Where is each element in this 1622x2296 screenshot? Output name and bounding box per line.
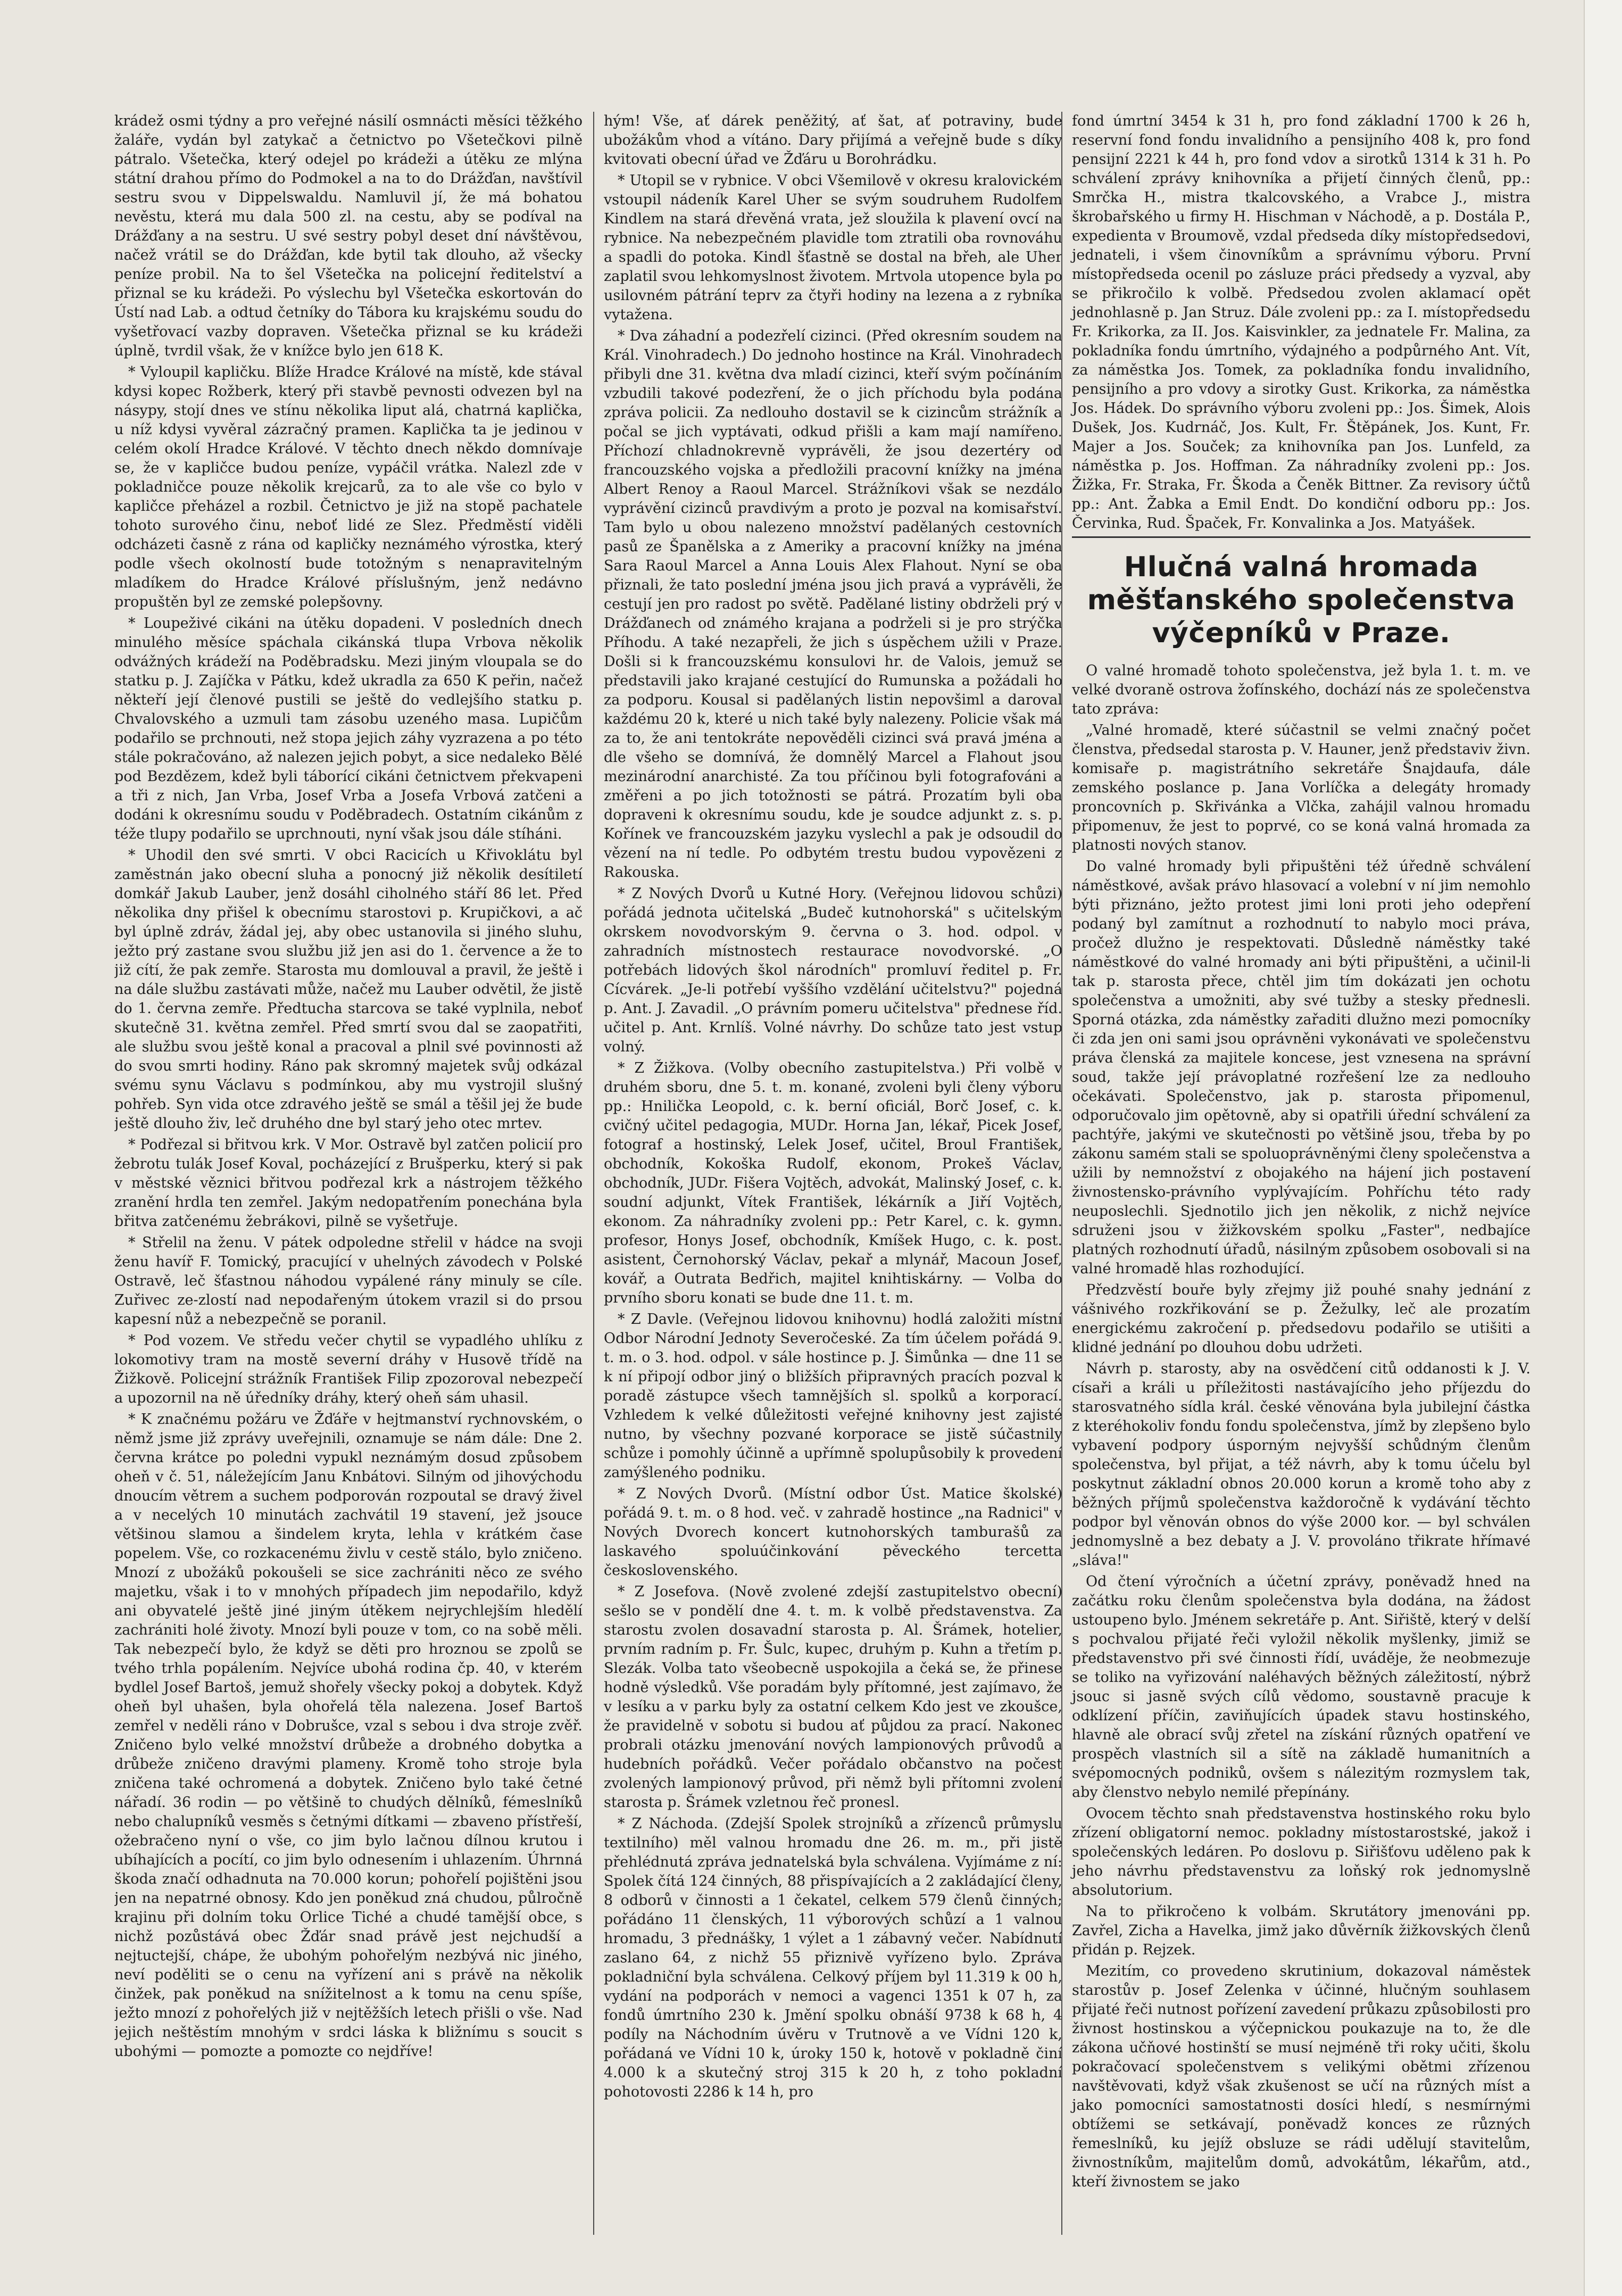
- paragraph: * Z Nových Dvorů. (Místní odbor Úst. Matice školské) pořádá 9. t. m. o 8 hod. več. v zahradě hostince „na Radnici" v Nových Dvorech koncert kutnohorských tamburašů za laskavého spoluúčinkování pěveckého tercetta československého.: [604, 1486, 1062, 1579]
- paragraph: * Dva záhadní a podezřelí cizinci. (Před okresním soudem na Král. Vinohradech.) Do jednoho hostince na Král. Vinohradech přibyli dne 31. května dva mladí cizinci, kteří svým počínáním vzbudili takové podezření, že o jich příchodu byla podána zpráva policii. Za nedlouho dostavil se k cizincům strážník a počal se jich vyptávati, odkud přišli a kam mají namířeno. Příchozí chladnokrevně vyprávěli, že jsou dezertéry od francouzského vojska a předložili pracovní knížky na jména Albert Renoy a Raoul Marcel. Strážníkovi však se nezdálo vyprávění cizinců pravdivým a proto je pozval na komisařství. Tam bylo u obou nalezeno množství padělaných cestovních pasů ze Španělska a z Ameriky a pracovní knížky na jména Sara Raoul Marcel a Anna Louis Alex Flahout. Nyní se oba přiznali, že tato poslední jména jsou jich pravá a vyprávěli, že cestují jen pro radost po světě. Padělané listiny obdrželi prý v Drážďanech od známého krajana a podrželi si je pro strýčka Příhodu. A také nezapřeli, že jich s úspěchem užili v Praze. Došli si k francouzskému konsulovi hr. de Valois, jemuž se představili jako krajané cestující do Rumunska a požádali ho za podporu. Kousal si padělaných listin nepovšiml a daroval každému 20 k, které u nich také byly nalezeny. Policie však má za to, že ani tentokráte nepověděli cizinci svá pravá jména a dle všeho se domnívá, že domnělý Marcel a Flahout jsou mezinárodní anarchisté. Za tou příčinou byli fotografováni a změřeni a po jich totožnosti se pátrá. Prozatím byli oba dopraveni k okresnímu soudu, kde je soudce adjunkt z. s. p. Kořínek ve francouzském jazyku vyslechl a pak je odsoudil do vězení na ní tedle. Po odbytém trestu budou vypovězeni z Rakouska.: [604, 328, 1062, 881]
- paragraph: Mezitím, co provedeno skrutinium, dokazoval náměstek starostův p. Josef Zelenka v účinné, hlučným souhlasem přijaté řeči nutnost pořízení zavedení průkazu způsobilosti pro živnost hostinskou a výčepnickou poukazuje na to, že dle zákona učňové hostinští se musí nejméně tři roky učiti, školu pokračovací společenstvem s velikými obětmi zřízenou navštěvovati, když však zkušenost se učí na různých míst a jako pomocníci samostatnosti dosíci hledí, s nesmírnými obtížemi se setkávají, poněvadž konces ze různých řemeslníků, ku jejíž obsluze se rádi udělují stavitelům, živnostníkům, majitelům domů, advokátům, lékařům, atd., kteří živnostem se jako: [1072, 1963, 1530, 2190]
- scan-edge: [1584, 0, 1622, 2296]
- paragraph: krádež osmi týdny a pro veřejné násilí osmnácti měsíci těžkého žaláře, vydán byl zatykač a četnictvo po Všetečkovi pilně pátralo. Všetečka, který odejel po krádeži a útěku ze mlýna státní drahou přímo do Podmokel a na to do Drážďan, navštívil sestru svou v Dippelswaldu. Namluvil jí, že má bohatou nevěstu, která mu dala 500 zl. na cestu, aby se podíval na Drážďany a na sestru. U své sestry pobyl deset dní návštěvou, načež vrátil se do Drážďan, kde bytil tak dlouho, až všecky peníze probil. Na to šel Všetečka na policejní ředitelství a přiznal se ku krádeži. Po výslechu byl Všetečka eskortován do Ústí nad Lab. a odtud četníky do Tábora ku krajskému soudu do vyšetřovací vazby dopraven. Všetečka přiznal se ku krádeži úplně, tvrdil však, že v knížce bylo jen 618 K.: [114, 113, 583, 359]
- paragraph: * Utopil se v rybnice. V obci Všemilově v okresu kralovickém vstoupil nádeník Karel Uher se svým soudruhem Rudolfem Kindlem na stará dřevěná vrata, jež sloužila k plavení ovcí na rybnice. Na nebezpečném plavidle tom ztratili oba rovnováhu a spadli do potoka. Kindl šťastně se dostal na břeh, ale Uher zaplatil svou lehkomyslnost životem. Mrtvola utopence byla po usilovném pátrání teprv za čtyři hodiny na lezena a z rybníka vytažena.: [604, 172, 1062, 323]
- paragraph: * K značnému požáru ve Žďáře v hejtmanství rychnovském, o němž jsme již zprávy uveřejnili, oznamuje se nám dále: Dne 2. června krátce po poledni vypukl neznámým dosud způsobem oheň v č. 51, náležejícím Janu Knbátovi. Silným od jihovýchodu dnoucím větrem a suchem podporován rozpoutal se dravý živel a v necelých 10 minutách zachvátil 19 stavení, jež jsouce většinou slamou a šindelem kryta, lehla v krátkém čase popelem. Vše, co rozkacenému živlu v cestě stálo, bylo zničeno. Mnozí z ubožáků pokoušeli se sice zachrániti něco ze svého majetku, však i to v mnohých případech jim nepodařilo, když ani obyvatelé ještě jiné jiným útěkem nejrychlejším hledělí zachrániti holé životy. Mnozí byli pouze v tom, co na sobě měli. Tak nebezpečí bylo, že když se děti pro hroznou se zpolů se tvého trhla popálením. Nejvíce ubohá rodina čp. 40, v kterém bydlel Josef Bartoš, jemuž shořely všecky pokoj a dobytek. Když oheň byl uhašen, byla ohořelá těla nalezena. Josef Bartoš zemřel v neděli ráno v Dobrušce, vzal s sebou i dva stroje zvěř. Zničeno bylo velké množství drůbeže a drobného dobytka a drůbeže zničeno dravými plameny. Kromě toho stroje byla zničena také ochromená a dobytek. Zničeno bylo také četné nářadí. 36 rodin — po většině to chudých dělníků, fémeslníků nebo chalupníků vesměs s četnými dítkami — zbaveno přístřeší, ožebračeno nyní o vše, co jim bylo lačnou dílnou krutou i ubíhajících a pocítí, co jim bylo odnesením i uhlazením. Úhrnná škoda značí odhadnuta na 70.000 korun; pohořelí pojištěni jsou jen na nepatrné obnosy. Kdo jen poněkud zná chudou, půlročně krajinu při dolním toku Orlice Tiché a chudé tamější obce, s nichž pozůstává obec Žďár snad právě jest nejchudší a nejtuctejší, chápe, že ubohým pohořelým nezbývá nic jiného, neví poděliti se o cenu na vyřízení ani s právě na několik činžek, pak poněkud na snížitelnost a k tomu na cenu spíše, ježto mnozí z pohořelých již v nejtěžších letech přišli o vše. Nad jejich neštěstím mnohým v srdci láska k bližnímu s soucit s ubohými — pomozte a pomozte co nejdříve!: [114, 1411, 583, 2060]
- paragraph: Předzvěstí bouře byly zřejmy již pouhé snahy jednání z vášnivého rozkřikování se p. Žežulky, leč ale prozatím energickému zakročení p. předsedovu podařilo se utišiti a klidné jednání po dlouhou dobu udržeti.: [1072, 1282, 1530, 1356]
- paragraph: * Loupeživé cikáni na útěku dopadeni. V posledních dnech minulého měsíce spáchala cikánská tlupa Vrbova několik odvážných krádeží na Poděbradsku. Mezi jiným vloupala se do statku p. J. Zajíčka v Pátku, kdež ukradla za 650 K peřin, načež někteří její členové pustili se ještě do vedlejšího statku p. Chvalovského a uzmuli tam zásobu uzeného masa. Lupičům podařilo se prchnouti, než stopa jejich záhy vyzrazena a po této stále pokračováno, až nalezen jejich pobyt, a sice nedaleko Bělé pod Bezdězem, kdež byli táborící cikáni četnictvem překvapeni a tři z nich, Jan Vrba, Josef Vrba a Josefa Vrbová zatčeni a dodáni k okresnímu soudu v Poděbradech. Ostatním cikánům z téže tlupy podařilo se uprchnouti, nyní však jsou dále stíháni.: [114, 615, 583, 842]
- paragraph: * Z Josefova. (Nově zvolené zdejší zastupitelstvo obecní) sešlo se v pondělí dne 4. t. m. k volbě představenstva. Za starostu zvolen dosavadní starosta p. Al. Šrámek, hotelier, prvním radním p. Fr. Šulc, kupec, druhým p. Kuhn a třetím p. Slezák. Volba tato všeobecně uspokojila a čeká se, že přinese hodně výsledků. Vše poradám byly přítomné, jest zajímavo, že v lesíku a v parku byly za ostatní celkem Kdo jest ve zkoušce, že pravidelně v sobotu si budou ať půjdou za prací. Nakonec probrali otázku jmenování nových lampionových průvodů a hudebních pořádků. Večer pořádalo občanstvo na počest zvolených lampionový průvod, při němž byli přítomni zvolení starosta p. Šrámek vzletnou řeč pronesl.: [604, 1584, 1062, 1811]
- paragraph: hým! Vše, ať dárek peněžitý, ať šat, ať potraviny, bude ubožákům vhod a vítáno. Dary přijímá a veřejně bude s díky kvitovati obecní úřad ve Žďáru u Borohrádku.: [604, 113, 1062, 168]
- paragraph: Návrh p. starosty, aby na osvědčení citů oddanosti k J. V. císaři a králi u příležitosti nastávajícího jeho příjezdu do starosvatného sídla král. české věnována byla jubilejní částka z kteréhokoliv fondu fondu společenstva, jímž by zlepšeno bylo vybavení podpory úsporným nejvyšší schůdným členům společenstva, byl přijat, a též návrh, aby k tomu účelu byl poskytnut základní obnos 20.000 korun a kromě toho aby z běžných příjmů společenstva každoročně k vydávání těchto podpor byl věnován obnos do výše 2000 kor. — byl schválen jednomyslně a bez debaty a J. V. provoláno třikrate hřímavé „sláva!": [1072, 1361, 1530, 1569]
- divider: [1072, 536, 1530, 538]
- paragraph: * Střelil na ženu. V pátek odpoledne střelil v hádce na svoji ženu havíř F. Tomický, pracující v uhelných závodech v Polské Ostravě, leč šťastnou náhodou vypálené rány minuly se cíle. Zuřivec ze-zlostí nad nepodařeným útokem vrazil si do prsou kapesní nůž a nebezpečně se poranil.: [114, 1234, 583, 1328]
- paragraph: Na to přikročeno k volbám. Skrutátory jmenováni pp. Zavřel, Zicha a Havelka, jimž jako důvěrník žižkovských členů přidán p. Rejzek.: [1072, 1903, 1530, 1958]
- paragraph: * Uhodil den své smrti. V obci Racicích u Křivoklátu byl zaměstnán jako obecní sluha a ponocný již několik desítiletí domkář Jakub Lauber, jenž dosáhl ciholného stáří 86 let. Před několika dny přišel k obecnímu starostovi p. Krupičkovi, a ač byl úplně zdráv, žádal jej, aby obec ustanovila si jiného sluhu, ježto prý zastane svou službu již jen asi do 1. července a že to již cítí, že pak zemře. Starosta mu domlouval a pravil, že ještě i na dále službu zastávati může, načež mu Lauber odvětil, že jistě do 1. června zemře. Předtucha starcova se také vyplnila, neboť skutečně 31. května zemřel. Před smrtí svou dal se zaopatřiti, ale službu svou ještě konal a pracoval a plnil své povinnosti až do svou smrti hodiny. Ráno pak skromný majetek svůj odkázal svému synu Václavu s podmínkou, aby mu vystrojil slušný pohřeb. Syn vida otce zdravého ještě se smál a těšil jej že bude ještě dlouho živ, leč druhého dne byl starý jeho otec mrtev.: [114, 847, 583, 1132]
- paragraph: * Z Nových Dvorů u Kutné Hory. (Veřejnou lidovou schůzi) pořádá jednota učitelská „Budeč kutnohorská" s učitelským okrskem novodvorským 9. června o 3. hod. odpol. v zahradních místnostech restaurace novodvorské. „O potřebách lidových škol národních" promluví ředitel p. Fr. Cícvárek. „Je-li potřebí vyššího vzdělání učitelstvu?" pojedná p. Ant. J. Zavadil. „O právním pomeru učitelstva" přednese říd. učitel p. Ant. Krnlíš. Volné návrhy. Do schůze tato jest vstup volný.: [604, 885, 1062, 1055]
- paragraph: Od čtení výročních a účetní zprávy, poněvadž hned na začátku roku členům společenstva byla dodána, na žádost ustoupeno bylo. Jménem sekretáře p. Ant. Siřiště, který v delší s pochvalou přijaté řeči vyložil několik myšlenky, jimiž se představenstvo při své činnosti řídí, uváděje, že neobmezuje se toliko na vyřizování naléhavých běžných záležitostí, nýbrž jsouc si jasně svých cílů vědomo, soustavně pracuje k odklízení příčin, zaviňujících úpadek stavu hostinského, hlavně ale obrací svůj zřetel na získání různých opatření ve prospěch vlastních sil a sítě na základě humanitních a svépomocných podniků, ovšem s nálezitým rozmyslem tak, aby členstvo nebylo nemilé přepínány.: [1072, 1573, 1530, 1801]
- column-left: [114, 112, 583, 2235]
- paragraph: * Pod vozem. Ve středu večer chytil se vypadlého uhlíku z lokomotivy tram na mostě severní dráhy v Husově třídě na Žižkově. Policejní strážník František Filip zpozoroval nebezpečí a upozornil na ně úředníky dráhy, který oheň sám uhasil.: [114, 1332, 583, 1406]
- column-right: [1061, 112, 1530, 2235]
- paragraph: * Z Žižkova. (Volby obecního zastupitelstva.) Při volbě v druhém sboru, dne 5. t. m. konané, zvoleni byli členy výboru pp.: Hnilička Leopold, c. k. berní oficiál, Borč Josef, c. k. cvičný učitel pedagogia, MUDr. Horna Jan, lékař, Picek Josef, fotograf a hostinský, Lelek Josef, učitel, Broul František, obchodník, Kokoška Rudolf, ekonom, Prokeš Václav, obchodník, JUDr. Fišera Vojtěch, advokát, Malinský Josef, c. k. soudní adjunkt, Vítek František, lékárník a Jiří Vojtěch, ekonom. Za náhradníky zvoleni pp.: Petr Karel, c. k. gymn. profesor, Honys Josef, obchodník, Kmíšek Hugo, c. k. post. asistent, Černohorský Václav, pekař a mlynář, Macoun Josef, kovář, a Outrata Bedřich, majitel knihtiskárny. — Volba do prvního sboru konati se bude dne 11. t. m.: [604, 1060, 1062, 1306]
- paragraph: fond úmrtní 3454 k 31 h, pro fond základní 1700 k 26 h, reservní fond fondu invalidního a pensijního 408 k, pro fond pensijní 2221 k 44 h, pro fond vdov a sirotků 1314 k 31 h. Po schválení zprávy knihovníka a přijetí činných členů, pp.: Smrčka H., mistra tkalcovského, a Vrabce J., mistra škrobařského u firmy H. Hischman v Náchodě, a p. Dostála P., expedienta v Broumově, vzdal předseda díky místopředsedovi, jednateli, i všem činovníkům a správnímu výboru. První místopředseda ocenil po zásluze práci předsedy a vyzval, aby se přikročilo k volbě. Předsedou zvolen aklamací opět jednohlasně p. Jan Struz. Dále zvoleni pp.: za I. místopředsedu Fr. Krikorka, za II. Jos. Kaisvinkler, za jednatele Fr. Malina, za pokladníka fondu úmrtního, výdajného a podpůrného Ant. Vít, za náměstka Jos. Tomek, za pokladníka fondu invalidního, pensijního a pro vdovy a sirotky Gust. Krikorka, za náměstka Jos. Hádek. Do správního výboru zvoleni pp.: Jos. Šimek, Alois Dušek, Jos. Kudrnáč, Jos. Kult, Fr. Štěpánek, Jos. Kunt, Fr. Majer a Jos. Souček; za knihovníka pan Jos. Lunfeld, za náměstka p. Jos. Hoffman. Za náhradníky zvoleni pp.: Jos. Žižka, Fr. Straka, Fr. Škoda a Čeněk Bittner. Za revisory účtů pp.: Ant. Žabka a Emil Endt. Do kondiční odboru pp.: Jos. Červinka, Rud. Špaček, Fr. Konvalinka a Jos. Matyášek.: [1072, 113, 1530, 532]
- column-middle: [593, 112, 1062, 2235]
- paragraph: „Valné hromadě, které súčastnil se velmi značný počet členstva, předsedal starosta p. V. Hauner, jenž představiv živn. komisaře p. magistrátního sekretáře Šnajdaufa, dále zemského poslance p. Jana Vorlíčka a delegáty hromady proncovních p. Skřivánka a Vlčka, zahájil valnou hromadu připomenuv, že jest to poprvé, co se koná valná hromada za platnosti nových stanov.: [1072, 722, 1530, 853]
- article-headline: Hlučná valná hromada měšťanského společenstva výčepníků v Praze.: [1087, 551, 1516, 649]
- paragraph: * Podřezal si břitvou krk. V Mor. Ostravě byl zatčen policií pro žebrotu tulák Josef Koval, pocházející z Brušperku, který si pak v městské věznici břitvou podřezal krk a nástrojem těžkého zranění hrdla ten zemřel. Jakým nedopatřením ponechána byla břitva zatčenému žebrákovi, pilně se vyšetřuje.: [114, 1137, 583, 1230]
- paragraph: Ovocem těchto snah představenstva hostinského roku bylo zřízení obligatorní nemoc. pokladny místostarostské, jakož i společenských ledáren. Po doslovu p. Siřišťovu uděleno pak k jeho návrhu představenstvu za loňský rok jednomyslně absolutorium.: [1072, 1805, 1530, 1899]
- paragraph: * Vyloupil kapličku. Blíže Hradce Králové na místě, kde stával kdysi kopec Rožberk, který při stavbě pevnosti odvezen byl na násypy, stojí dnes ve stínu několika liput alá, chatrná kaplička, u níž kdysi vyvěral zázračný pramen. Kaplička ta je jedinou v celém okolí Hradce Králové. V těchto dnech někdo domnívaje se, že v kapličce budou peníze, vypáčil vrátka. Nalezl zde v pokladničce pouze několik krejcarů, za to ale vše co bylo v kapličce přeházel a rozbil. Četnictvo je již na stopě pachatele tohoto surového činu, neboť lidé ze Slez. Předměstí viděli odcházeti časně z rána od kapličky neznámého výrostka, který podle všech okolností bude totožným s nenapravitelným mladíkem do Hradce Králové příslušným, jenž nedávno propuštěn byl ze zemské polepšovny.: [114, 364, 583, 610]
- paragraph: Do valné hromady byli připuštěni též úředně schválení náměstkové, avšak právo hlasovací a volební v ní jim nemohlo býti přiznáno, ježto protest jimi loni proti jeho odepření podaný byl zamítnut a rozhodnutí to nabylo moci práva, pročež dlužno je respektovati. Důsledně náměstky také náměstkové do valné hromady ani býti připuštěni, a učinil-li tak p. starosta přece, chtěl jim tím dokázati jen ochotu společenstva a umožniti, aby své tužby a stesky přednesli. Sporná otázka, zda náměstky zařaditi dlužno mezi pomocníky či zda jen oni sami jsou oprávněni vykonávati ve společenstvu práva členská za majitele koncese, jest vznesena na správní soud, takže její právoplatné rozřešení lze za nedlouho očekávati. Společenstvo, jak p. starosta připomenul, odporučovalo jim opětovně, aby si opatřili úřední schválení za pachtýře, jakými ve skutečnosti po většině jsou, třeba by po zákonu samém stali se spoluoprávněnými členy společenstva a užili by nemnožství z obojakého na hájení jich postavení živnostensko-právního vyplývajícím. Pohříchu této rady neuposlechli. Sjednotilo jich jen několik, z nichž nejvíce sdruženi jsou v žižkovském spolku „Faster", nedbajíce platných rozhodnutí úřadů, násilným způsobem osobovali si na valné hromadě hlas rozhodující.: [1072, 858, 1530, 1277]
- paragraph: * Z Davle. (Veřejnou lidovou knihovnu) hodlá založiti místní Odbor Národní Jednoty Severočeské. Za tím účelem pořádá 9. t. m. o 3. hod. odpol. v sále hostince p. J. Šimůnka — dne 11 se k ní připojí odbor jiný o bližších připravných pracích pozval k poradě zástupce všech tamnějších sl. spolků a korporací. Vzhledem k velké důležitosti veřejné knihovny jest zajisté nutno, by všechny pozvané korporace se jistě súčastnily schůze i pomohly účinně a upřímně spolupůsobily k provedení zamýšleného podniku.: [604, 1311, 1062, 1481]
- paragraph: O valné hromadě tohoto společenstva, jež byla 1. t. m. ve velké dvoraně ostrova žofínského, dochází nás ze společenstva tato zpráva:: [1072, 662, 1530, 717]
- paragraph: * Z Náchoda. (Zdejší Spolek strojníků a zřízenců průmyslu textilního) měl valnou hromadu dne 26. m. m., při jistě přehlédnutá zpráva jednatelská byla schválena. Vyjímáme z ní: Spolek čítá 124 činných, 88 přispívajících a 2 zakládající členy, 8 odborů v činnosti a 1 čekatel, celkem 579 členů činných; pořádáno 11 členských, 11 výborových schůzí a 1 valnou hromadu, 3 přednášky, 1 výlet a 1 zábavný večer. Nabídnutí zaslano 64, z nichž 55 přiznivě vyřízeno bylo. Zpráva pokladniční byla schválena. Celkový příjem byl 11.319 k 00 h, vydání na podporách v nemoci a vagenci 1351 k 07 h, za fondů úmrtního 230 k. Jmění spolku obnáší 9738 k 68 h, 4 podíly na Náchodním úvěru v Trutnově a ve Vídni 120 k, pořádaná ve Vídni 10 k, úroky 150 k, hotově v pokladně činí 4.000 k a skutečný stroj 315 k 20 h, z toho pokladní pohotovosti 2286 k 14 h, pro: [604, 1816, 1062, 2100]
